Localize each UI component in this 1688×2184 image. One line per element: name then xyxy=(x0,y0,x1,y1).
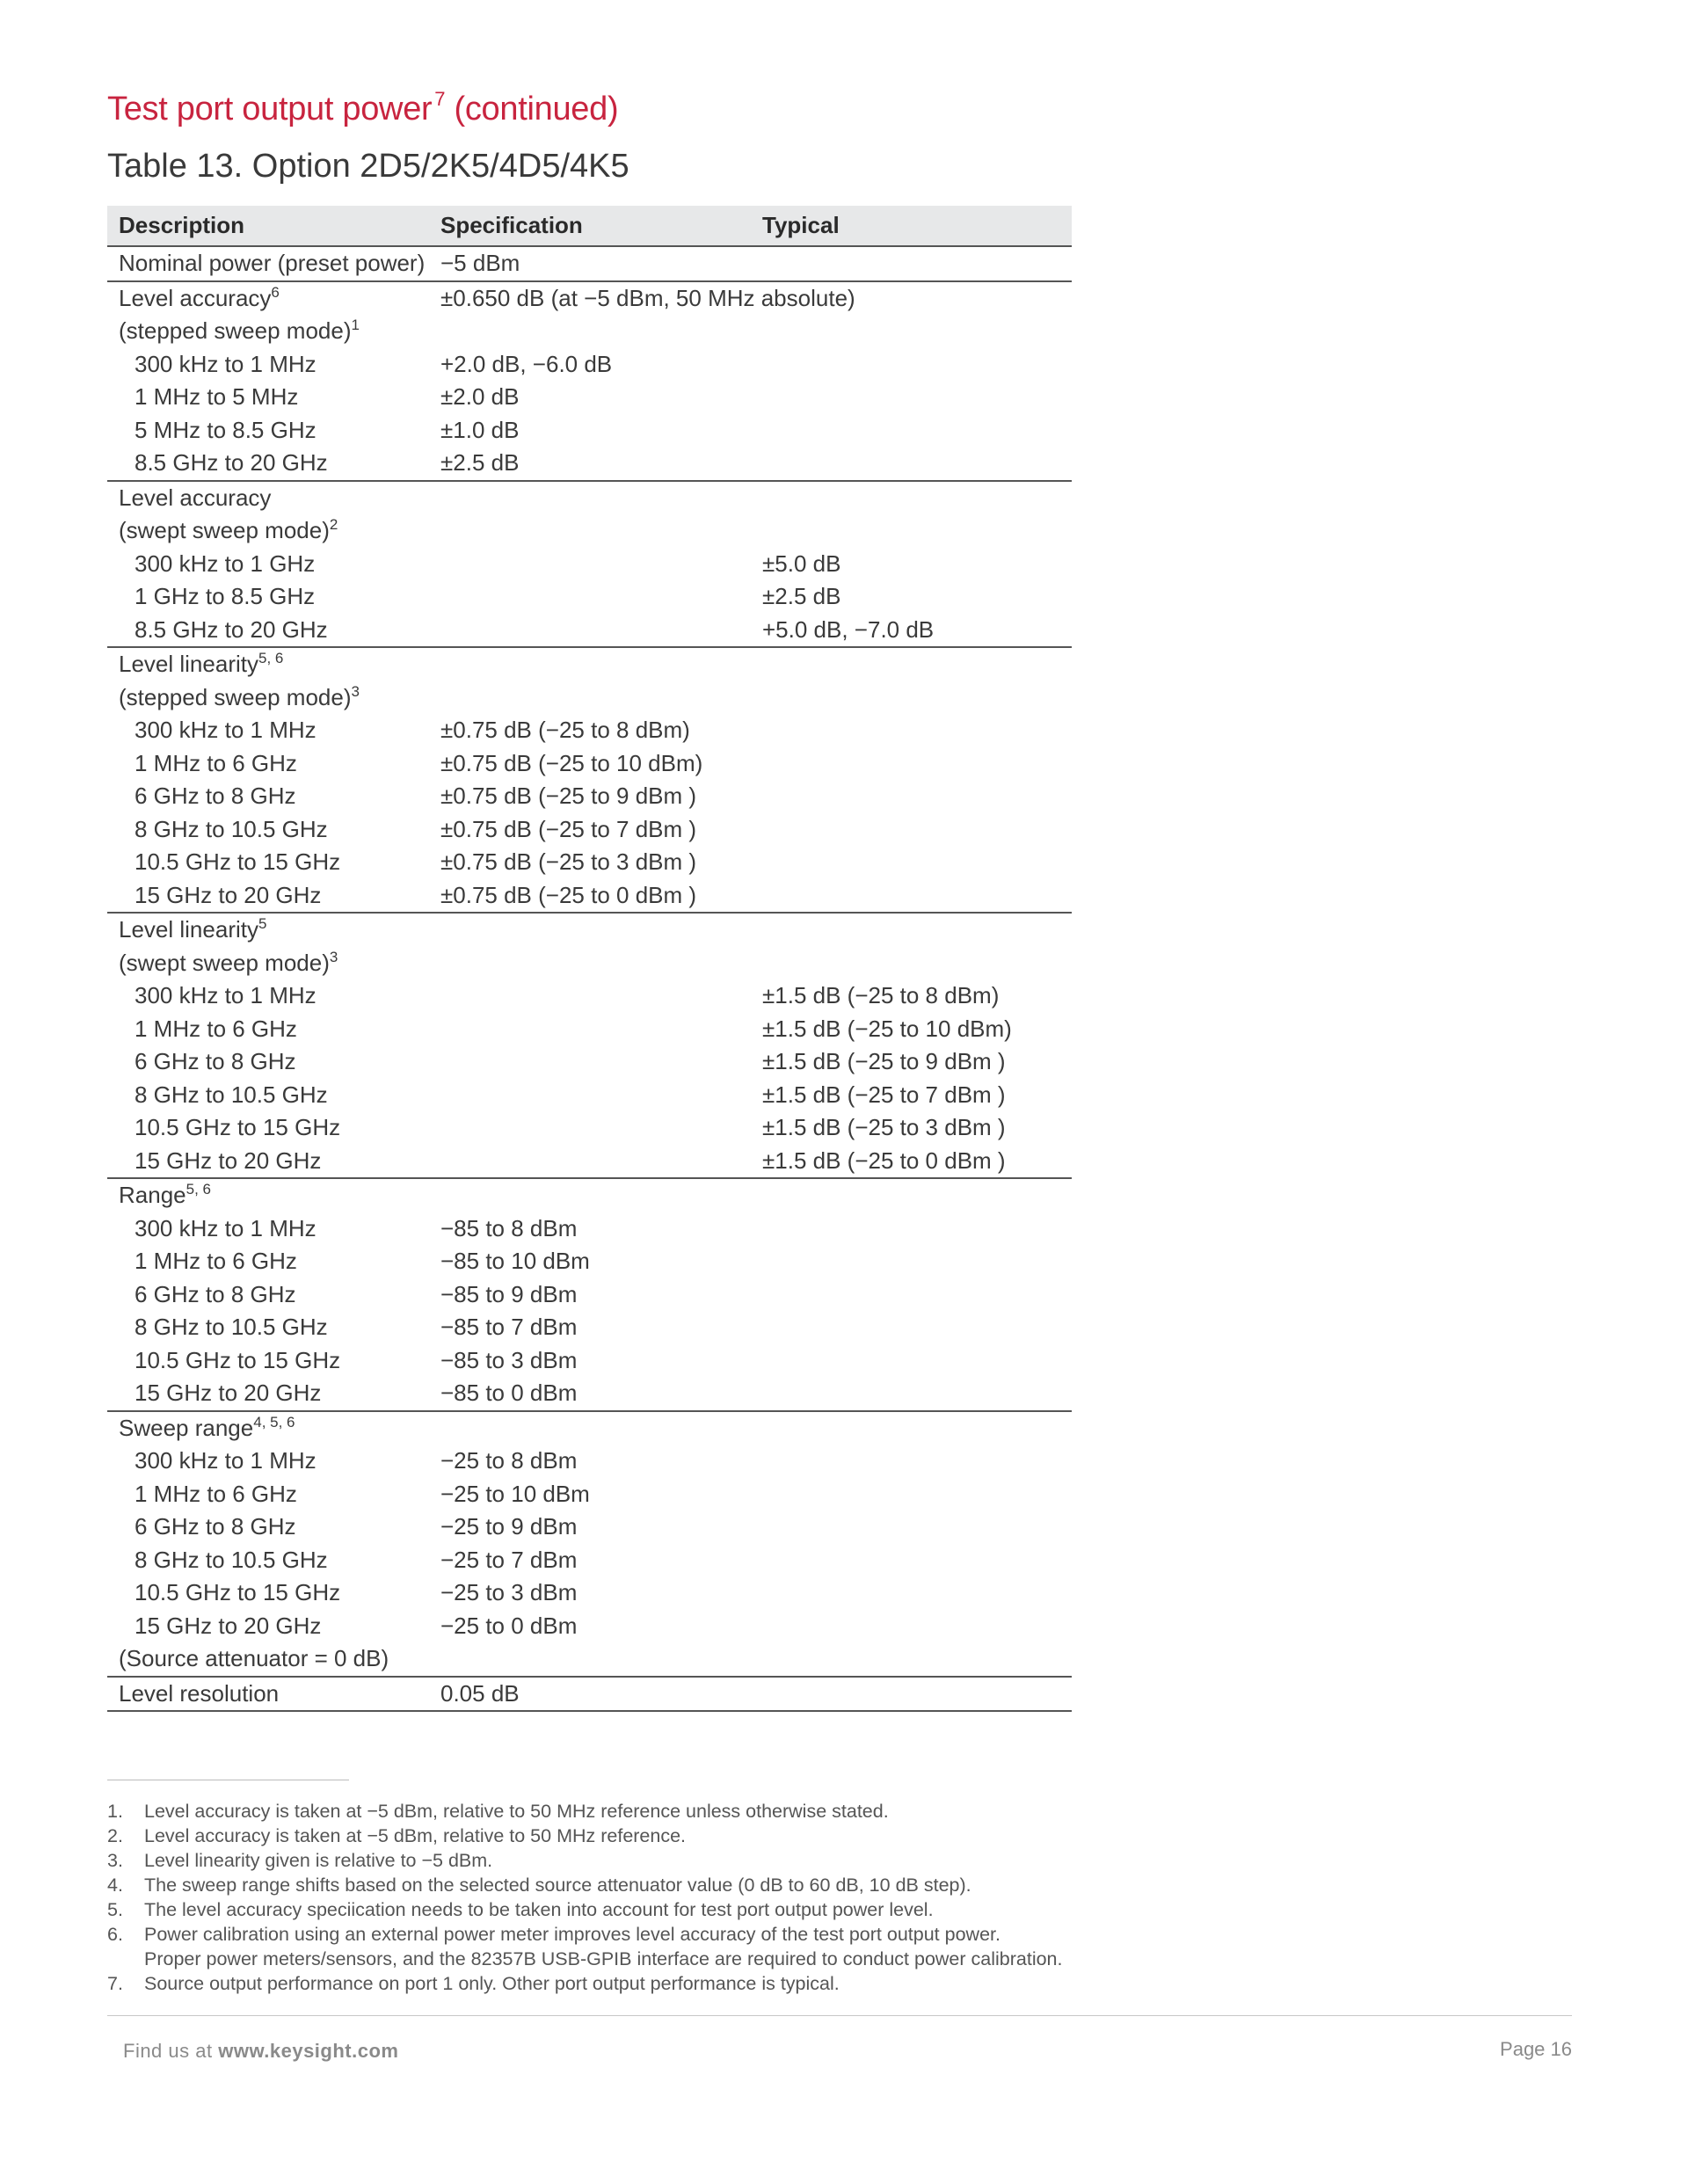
footer-url-link[interactable]: www.keysight.com xyxy=(218,2040,399,2062)
description-text: Level linearity xyxy=(119,651,258,677)
cell-description xyxy=(107,714,429,747)
table-row xyxy=(107,1212,1072,1246)
cell-specification xyxy=(429,315,751,348)
description-text: 15 GHz to 20 GHz xyxy=(135,1380,322,1406)
cell-typical xyxy=(751,414,1072,448)
section-title-suffix: (continued) xyxy=(454,91,619,127)
cell-description xyxy=(107,1145,429,1179)
cell-specification xyxy=(429,1145,751,1179)
header-typical: Typical xyxy=(751,206,1072,246)
description-text: 1 MHz to 6 GHz xyxy=(135,1248,297,1274)
cell-typical xyxy=(751,1245,1072,1278)
cell-typical xyxy=(751,846,1072,879)
footnote-number: 2. xyxy=(107,1825,123,1846)
description-text: (Source attenuator = 0 dB) xyxy=(119,1645,389,1671)
cell-description xyxy=(107,780,429,813)
footnotes xyxy=(107,1799,1063,1996)
table-row xyxy=(107,481,1072,515)
cell-specification xyxy=(429,1079,751,1112)
cell-description xyxy=(107,813,429,847)
cell-typical xyxy=(751,647,1072,681)
table-row xyxy=(107,348,1072,382)
cell-typical xyxy=(751,1511,1072,1544)
description-text: 300 kHz to 1 MHz xyxy=(135,717,316,743)
table-row xyxy=(107,1344,1072,1378)
cell-description xyxy=(107,1411,429,1445)
footer-divider xyxy=(107,2015,1572,2016)
footnote-item xyxy=(107,1824,1063,1848)
table-row xyxy=(107,1245,1072,1278)
cell-description xyxy=(107,913,429,947)
cell-specification xyxy=(429,580,751,614)
cell-description xyxy=(107,1610,429,1643)
table-header-row xyxy=(107,206,1072,246)
cell-specification: −5 dBm xyxy=(429,246,751,281)
cell-typical xyxy=(751,1576,1072,1610)
table-row xyxy=(107,315,1072,348)
description-text: 300 kHz to 1 MHz xyxy=(135,350,316,377)
footnote-ref: 1 xyxy=(351,317,360,333)
cell-description xyxy=(107,481,429,515)
table-row xyxy=(107,979,1072,1013)
cell-typical xyxy=(751,879,1072,914)
header-description: Description xyxy=(107,206,429,246)
description-text: 15 GHz to 20 GHz xyxy=(135,881,322,908)
description-text: 6 GHz to 8 GHz xyxy=(135,1048,296,1074)
footnote-number: 5. xyxy=(107,1899,123,1920)
description-text: 6 GHz to 8 GHz xyxy=(135,1280,296,1307)
cell-specification: −85 to 0 dBm xyxy=(440,1380,578,1406)
cell-typical xyxy=(751,1411,1072,1445)
section-title: Test port output power xyxy=(107,91,433,127)
cell-typical xyxy=(751,315,1072,348)
cell-typical xyxy=(751,1344,1072,1378)
cell-description xyxy=(107,1544,429,1577)
description-text: Level resolution xyxy=(119,1679,280,1707)
description-text: 300 kHz to 1 MHz xyxy=(135,982,316,1008)
table-row xyxy=(107,1411,1072,1445)
cell-description xyxy=(107,647,429,681)
cell-specification xyxy=(429,548,751,581)
cell-description xyxy=(107,1212,429,1246)
description-text: 10.5 GHz to 15 GHz xyxy=(135,1579,341,1605)
footnote-number xyxy=(107,1947,144,1971)
description-text: 10.5 GHz to 15 GHz xyxy=(135,848,341,875)
footer-find-us xyxy=(123,2040,398,2063)
cell-specification: −25 to 8 dBm xyxy=(440,1447,578,1474)
cell-description xyxy=(107,1045,429,1079)
cell-description xyxy=(107,381,429,414)
description-text: Level accuracy xyxy=(119,484,272,511)
cell-description xyxy=(107,947,429,980)
table-row xyxy=(107,647,1072,681)
cell-specification xyxy=(429,1411,751,1445)
footnote-number: 4. xyxy=(107,1875,123,1896)
footer-find-us-label: Find us at xyxy=(123,2040,213,2062)
cell-description xyxy=(107,1111,429,1145)
description-text: 8 GHz to 10.5 GHz xyxy=(135,1314,328,1340)
cell-typical xyxy=(751,1212,1072,1246)
cell-typical xyxy=(751,747,1072,781)
cell-description xyxy=(107,614,429,648)
cell-specification xyxy=(429,647,751,681)
cell-specification: −85 to 3 dBm xyxy=(440,1346,578,1373)
cell-typical: ±5.0 dB xyxy=(762,550,841,577)
description-text: 8 GHz to 10.5 GHz xyxy=(135,815,328,842)
footnote-number: 7. xyxy=(107,1973,123,1994)
footnote-item xyxy=(107,1922,1063,1947)
footnote-ref: 2 xyxy=(329,516,338,533)
table-row xyxy=(107,1511,1072,1544)
cell-typical xyxy=(751,481,1072,515)
table-row xyxy=(107,1111,1072,1145)
cell-specification: −85 to 7 dBm xyxy=(440,1314,578,1340)
cell-typical xyxy=(751,1445,1072,1478)
cell-specification xyxy=(429,913,751,947)
footnote-number: 3. xyxy=(107,1850,123,1871)
cell-specification: +2.0 dB, −6.0 dB xyxy=(440,350,613,377)
table-row xyxy=(107,580,1072,614)
table-row xyxy=(107,381,1072,414)
table-row xyxy=(107,879,1072,914)
description-text: 8 GHz to 10.5 GHz xyxy=(135,1081,328,1108)
cell-typical xyxy=(751,1377,1072,1411)
table-row xyxy=(107,514,1072,548)
description-text: Sweep range xyxy=(119,1414,254,1441)
cell-typical xyxy=(751,1478,1072,1511)
cell-typical: +5.0 dB, −7.0 dB xyxy=(762,615,935,643)
footnote-number: 6. xyxy=(107,1924,123,1945)
cell-typical xyxy=(751,913,1072,947)
section-heading xyxy=(107,88,618,128)
cell-description xyxy=(107,1677,429,1712)
cell-typical: ±1.5 dB (−25 to 3 dBm ) xyxy=(762,1114,1006,1140)
header-specification: Specification xyxy=(429,206,751,246)
description-text: Level linearity xyxy=(119,916,258,943)
cell-specification xyxy=(429,481,751,515)
cell-specification xyxy=(429,1642,751,1677)
footnote-text: Level accuracy is taken at −5 dBm, relative to 50 MHz reference unless otherwise stated. xyxy=(144,1801,889,1822)
footnote-text: Level accuracy is taken at −5 dBm, relative to 50 MHz reference. xyxy=(144,1825,687,1846)
footnote-ref: 6 xyxy=(271,283,280,301)
section-title-footnote-ref: 7 xyxy=(434,88,446,110)
cell-description xyxy=(107,447,429,481)
table-row xyxy=(107,913,1072,947)
cell-description xyxy=(107,846,429,879)
cell-description xyxy=(107,348,429,382)
cell-specification: ±0.75 dB (−25 to 0 dBm ) xyxy=(440,881,697,908)
cell-specification: ±0.75 dB (−25 to 10 dBm) xyxy=(440,749,703,776)
description-text: 300 kHz to 1 MHz xyxy=(135,1447,316,1474)
cell-specification xyxy=(429,514,751,548)
description-text: 6 GHz to 8 GHz xyxy=(135,783,296,809)
cell-typical: ±1.5 dB (−25 to 7 dBm ) xyxy=(762,1081,1006,1108)
cell-description xyxy=(107,1642,429,1677)
cell-specification xyxy=(429,979,751,1013)
cell-description xyxy=(107,747,429,781)
table-row xyxy=(107,1178,1072,1212)
table-body xyxy=(107,246,1072,1711)
table-row xyxy=(107,447,1072,481)
footnote-text: Level linearity given is relative to −5 dBm. xyxy=(144,1850,493,1871)
table-title: Table 13. Option 2D5/2K5/4D5/4K5 xyxy=(107,148,629,185)
footnote-text: Power calibration using an external power meter improves level accuracy of the test port output power. xyxy=(144,1924,1000,1945)
description-text: 8.5 GHz to 20 GHz xyxy=(135,449,328,476)
table-row xyxy=(107,246,1072,281)
cell-typical xyxy=(751,1642,1072,1677)
cell-typical xyxy=(751,246,1072,281)
table-row xyxy=(107,1079,1072,1112)
description-text: Level accuracy xyxy=(119,284,272,311)
cell-typical xyxy=(751,780,1072,813)
description-text: 300 kHz to 1 GHz xyxy=(135,550,316,577)
footnote-ref: 4, 5, 6 xyxy=(253,1413,295,1431)
cell-typical xyxy=(751,447,1072,481)
footnote-item xyxy=(107,1848,1063,1873)
cell-description xyxy=(107,879,429,914)
description-text: (stepped sweep mode) xyxy=(119,317,352,344)
footnote-ref: 5, 6 xyxy=(186,1181,211,1198)
cell-typical: ±2.5 dB xyxy=(762,583,841,609)
table-row xyxy=(107,846,1072,879)
cell-description xyxy=(107,681,429,715)
footnote-ref: 3 xyxy=(329,948,338,965)
cell-description xyxy=(107,1478,429,1511)
cell-typical xyxy=(751,1544,1072,1577)
table-row xyxy=(107,1013,1072,1046)
description-text: (stepped sweep mode) xyxy=(119,683,352,710)
cell-typical: ±1.5 dB (−25 to 9 dBm ) xyxy=(762,1048,1006,1074)
cell-typical xyxy=(751,1311,1072,1344)
cell-description xyxy=(107,246,429,281)
cell-typical xyxy=(751,714,1072,747)
cell-typical xyxy=(751,813,1072,847)
table-row xyxy=(107,681,1072,715)
table-row xyxy=(107,947,1072,980)
footnote-item xyxy=(107,1971,1063,1996)
footnote-ref: 5, 6 xyxy=(258,650,284,666)
cell-specification: −25 to 3 dBm xyxy=(440,1579,578,1605)
description-text: 10.5 GHz to 15 GHz xyxy=(135,1114,341,1140)
cell-description xyxy=(107,1445,429,1478)
cell-specification: −85 to 9 dBm xyxy=(440,1280,578,1307)
description-text: 300 kHz to 1 MHz xyxy=(135,1214,316,1241)
description-text: 15 GHz to 20 GHz xyxy=(135,1147,322,1174)
cell-specification xyxy=(429,1111,751,1145)
description-text: 10.5 GHz to 15 GHz xyxy=(135,1346,341,1373)
table-row xyxy=(107,1610,1072,1643)
cell-specification xyxy=(429,947,751,980)
footnote-number: 1. xyxy=(107,1801,123,1822)
cell-specification: ±0.75 dB (−25 to 8 dBm) xyxy=(440,717,690,743)
description-text: 8.5 GHz to 20 GHz xyxy=(135,615,328,643)
cell-description xyxy=(107,1311,429,1344)
cell-description xyxy=(107,281,429,316)
cell-specification: ±0.75 dB (−25 to 7 dBm ) xyxy=(440,815,697,842)
cell-specification: −85 to 8 dBm xyxy=(440,1214,578,1241)
cell-specification: ±0.650 dB (at −5 dBm, 50 MHz absolute) xyxy=(429,281,751,316)
description-text: (swept sweep mode) xyxy=(119,517,330,543)
footnote-item xyxy=(107,1873,1063,1897)
footnote-text: Proper power meters/sensors, and the 82357B USB-GPIB interface are required to conduct power calibration. xyxy=(144,1948,1063,1969)
table-row xyxy=(107,281,1072,316)
table-row xyxy=(107,1677,1072,1712)
footnote-ref: 3 xyxy=(351,682,360,700)
cell-specification: −25 to 0 dBm xyxy=(440,1612,578,1639)
description-text: 8 GHz to 10.5 GHz xyxy=(135,1546,328,1573)
table-row xyxy=(107,747,1072,781)
cell-typical: ±1.5 dB (−25 to 8 dBm) xyxy=(762,982,1000,1008)
description-text: 5 MHz to 8.5 GHz xyxy=(135,416,316,443)
cell-description xyxy=(107,580,429,614)
cell-description xyxy=(107,315,429,348)
cell-specification xyxy=(429,1045,751,1079)
table-row xyxy=(107,1311,1072,1344)
cell-typical xyxy=(751,348,1072,382)
description-text: Range xyxy=(119,1182,186,1208)
cell-specification: −25 to 10 dBm xyxy=(440,1480,590,1507)
description-text: 1 GHz to 8.5 GHz xyxy=(135,583,316,609)
cell-description xyxy=(107,979,429,1013)
cell-description xyxy=(107,1377,429,1411)
cell-description xyxy=(107,548,429,581)
cell-typical xyxy=(751,947,1072,980)
table-row xyxy=(107,1045,1072,1079)
cell-specification: ±2.5 dB xyxy=(440,449,520,476)
spec-table xyxy=(107,206,1072,1712)
cell-specification xyxy=(429,1178,751,1212)
footnote-ref: 5 xyxy=(258,915,267,932)
cell-specification xyxy=(429,614,751,648)
table-row xyxy=(107,1576,1072,1610)
description-text: 1 MHz to 6 GHz xyxy=(135,1480,297,1507)
description-text: 15 GHz to 20 GHz xyxy=(135,1612,322,1639)
table-row xyxy=(107,414,1072,448)
table-row xyxy=(107,1445,1072,1478)
page-number: Page 16 xyxy=(1500,2038,1572,2060)
footnote-text: Source output performance on port 1 only. Other port output performance is typical. xyxy=(144,1973,840,1994)
cell-typical xyxy=(751,681,1072,715)
cell-description xyxy=(107,1511,429,1544)
cell-typical xyxy=(751,381,1072,414)
cell-typical xyxy=(751,1278,1072,1312)
description-text: 1 MHz to 6 GHz xyxy=(135,1015,297,1042)
cell-description xyxy=(107,1079,429,1112)
cell-description xyxy=(107,514,429,548)
table-row xyxy=(107,1145,1072,1179)
footnote-text: The sweep range shifts based on the selected source attenuator value (0 dB to 60 dB, 10 dB step). xyxy=(144,1875,971,1896)
cell-typical xyxy=(751,1178,1072,1212)
cell-specification: 0.05 dB xyxy=(429,1677,751,1712)
cell-description xyxy=(107,1013,429,1046)
description-text: 1 MHz to 5 MHz xyxy=(135,383,299,410)
cell-specification xyxy=(429,681,751,715)
table-row xyxy=(107,614,1072,648)
table-row xyxy=(107,548,1072,581)
footnote-text: The level accuracy speciication needs to be taken into account for test port output power level. xyxy=(144,1899,934,1920)
cell-description xyxy=(107,1245,429,1278)
cell-typical: ±1.5 dB (−25 to 10 dBm) xyxy=(762,1015,1012,1042)
description-text: 6 GHz to 8 GHz xyxy=(135,1513,296,1540)
cell-specification: ±0.75 dB (−25 to 9 dBm ) xyxy=(440,783,697,809)
cell-description xyxy=(107,1344,429,1378)
table-row xyxy=(107,813,1072,847)
footnote-item xyxy=(107,1947,1063,1971)
cell-typical xyxy=(751,514,1072,548)
cell-specification xyxy=(429,1013,751,1046)
cell-specification: ±0.75 dB (−25 to 3 dBm ) xyxy=(440,848,697,875)
description-text: 1 MHz to 6 GHz xyxy=(135,749,297,776)
table-row xyxy=(107,1278,1072,1312)
description-text: Nominal power (preset power) xyxy=(119,250,426,276)
cell-specification: ±1.0 dB xyxy=(440,416,520,443)
cell-specification: −85 to 10 dBm xyxy=(440,1248,590,1274)
cell-specification: −25 to 7 dBm xyxy=(440,1546,578,1573)
table-row xyxy=(107,1478,1072,1511)
cell-description xyxy=(107,414,429,448)
cell-typical xyxy=(751,1610,1072,1643)
cell-specification: ±2.0 dB xyxy=(440,383,520,410)
description-text: (swept sweep mode) xyxy=(119,949,330,976)
cell-description xyxy=(107,1576,429,1610)
cell-typical xyxy=(751,1677,1072,1712)
table-row xyxy=(107,780,1072,813)
table-row xyxy=(107,1544,1072,1577)
footnote-item xyxy=(107,1799,1063,1824)
cell-description xyxy=(107,1278,429,1312)
cell-specification: −25 to 9 dBm xyxy=(440,1513,578,1540)
table-row xyxy=(107,1377,1072,1411)
cell-typical: ±1.5 dB (−25 to 0 dBm ) xyxy=(762,1147,1006,1174)
cell-description xyxy=(107,1178,429,1212)
footnote-item xyxy=(107,1897,1063,1922)
table-row xyxy=(107,1642,1072,1677)
table-row xyxy=(107,714,1072,747)
